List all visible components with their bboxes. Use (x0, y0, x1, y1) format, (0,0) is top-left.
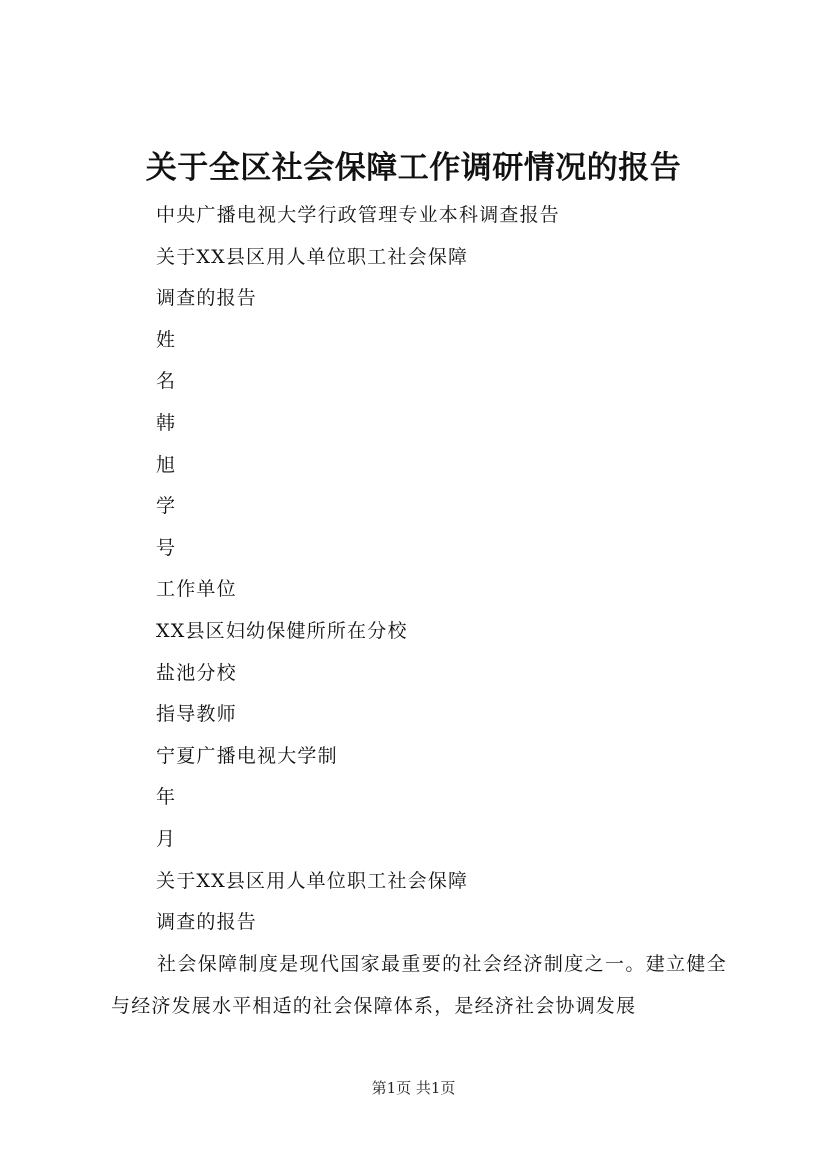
text-line: 韩 (156, 411, 177, 434)
text-line: 月 (156, 827, 177, 850)
text-line: 名 (156, 370, 177, 393)
document-lines (156, 195, 756, 944)
text-line: 姓 (156, 328, 177, 351)
text-line: 调查的报告 (156, 287, 258, 310)
text-line: 旭 (156, 453, 177, 476)
text-line: 工作单位 (156, 578, 237, 601)
text-line: 指导教师 (156, 703, 237, 726)
document-title: 关于全区社会保障工作调研情况的报告 (145, 150, 682, 186)
text-line: 宁夏广播电视大学制 (156, 744, 338, 767)
text-line: XX县区妇幼保健所所在分校 (156, 619, 408, 642)
text-line: 盐池分校 (156, 661, 237, 684)
text-line: 关于XX县区用人单位职工社会保障 (156, 245, 469, 268)
text-line: 学 (156, 495, 177, 518)
text-line: 号 (156, 536, 177, 559)
text-line: 中央广播电视大学行政管理专业本科调查报告 (156, 204, 561, 226)
text-line: 关于XX县区用人单位职工社会保障 (156, 869, 469, 892)
body-paragraph: 社会保障制度是现代国家最重要的社会经济制度之一。建立健全与经济发展水平相适的社会保障体系，是经济社会协调发展 (111, 953, 727, 1017)
text-line: 年 (156, 786, 177, 809)
page-footer: 第1页 共1页 (371, 1079, 456, 1097)
text-line: 调查的报告 (156, 911, 258, 934)
